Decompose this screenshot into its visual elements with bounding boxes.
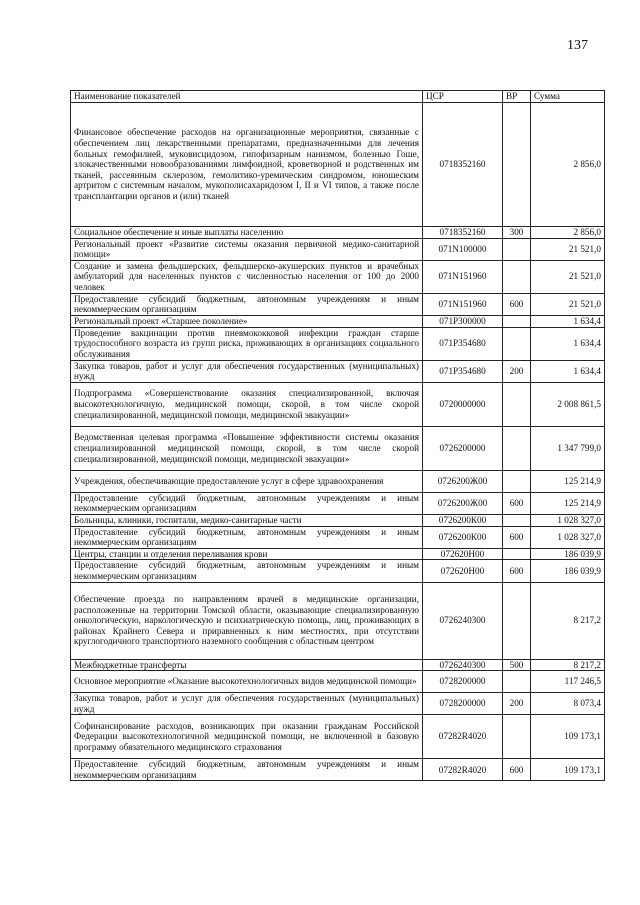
table-row — [71, 293, 605, 315]
row-sum-cell: 1 634,4 — [531, 315, 605, 327]
row-name-cell: Ведомственная целевая программа «Повышение эффективности системы оказания специализированной медицинской помощи, скорой, в том числе скорой специализированной, медицинской помощи, медицинской эвакуации» — [71, 426, 423, 470]
row-vr-cell: 600 — [503, 492, 531, 514]
row-name-cell: Предоставление субсидий бюджетным, автономным учреждениям и иным некоммерческим организациям — [71, 526, 423, 548]
table-row — [71, 260, 605, 293]
row-sum-cell: 117 246,5 — [531, 671, 605, 693]
row-csr-cell: 071N100000 — [423, 238, 503, 260]
row-name-cell: Предоставление субсидий бюджетным, автономным учреждениям и иным некоммерческим организациям — [71, 560, 423, 582]
row-sum-cell: 2 856,0 — [531, 103, 605, 227]
row-csr-cell: 0728200000 — [423, 671, 503, 693]
row-vr-cell: 300 — [503, 227, 531, 239]
table-header-row — [71, 91, 605, 103]
row-csr-cell: 0720000000 — [423, 382, 503, 426]
row-csr-cell: 0728200000 — [423, 693, 503, 715]
row-sum-cell: 21 521,0 — [531, 260, 605, 293]
row-vr-cell: 600 — [503, 293, 531, 315]
row-sum-cell: 1 634,4 — [531, 327, 605, 360]
row-vr-cell — [503, 715, 531, 759]
row-name-cell: Основное мероприятие «Оказание высокотехнологичных видов медицинской помощи» — [71, 671, 423, 693]
row-vr-cell — [503, 238, 531, 260]
row-name-cell: Социальное обеспечение и иные выплаты населению — [71, 227, 423, 239]
row-sum-cell: 8 217,2 — [531, 582, 605, 659]
table-row — [71, 659, 605, 671]
row-vr-cell — [503, 327, 531, 360]
row-name-cell: Учреждения, обеспечивающие предоставление услуг в сфере здравоохранения — [71, 470, 423, 492]
row-csr-cell: 071P354680 — [423, 360, 503, 382]
table-row — [71, 426, 605, 470]
table-row — [71, 514, 605, 526]
header-name: Наименование показателей — [71, 91, 423, 103]
row-name-cell: Региональный проект «Развитие системы оказания первичной медико-санитарной помощи» — [71, 238, 423, 260]
row-sum-cell: 186 039,9 — [531, 560, 605, 582]
row-name-cell: Центры, станции и отделения переливания крови — [71, 548, 423, 560]
row-vr-cell — [503, 260, 531, 293]
table-row — [71, 671, 605, 693]
row-csr-cell: 071N151960 — [423, 260, 503, 293]
row-name-cell: Подпрограмма «Совершенствование оказания специализированной, включая высокотехнологичную, медицинской помощи, скорой, в том числе скорой специализированной, медицинской помощи, медицинской эвакуации» — [71, 382, 423, 426]
row-sum-cell: 1 347 799,0 — [531, 426, 605, 470]
row-vr-cell — [503, 514, 531, 526]
table-body — [71, 103, 605, 781]
table-row — [71, 327, 605, 360]
row-sum-cell: 1 634,4 — [531, 360, 605, 382]
row-csr-cell: 0718352160 — [423, 103, 503, 227]
row-vr-cell — [503, 103, 531, 227]
row-vr-cell: 500 — [503, 659, 531, 671]
row-csr-cell: 0726200000 — [423, 426, 503, 470]
row-csr-cell: 07282R4020 — [423, 759, 503, 781]
row-name-cell: Предоставление субсидий бюджетным, автономным учреждениям и иным некоммерческим организациям — [71, 293, 423, 315]
row-vr-cell: 200 — [503, 360, 531, 382]
row-csr-cell: 0726200Ж00 — [423, 470, 503, 492]
row-sum-cell: 21 521,0 — [531, 238, 605, 260]
row-sum-cell: 1 028 327,0 — [531, 514, 605, 526]
table-row — [71, 492, 605, 514]
row-vr-cell — [503, 470, 531, 492]
table-row — [71, 470, 605, 492]
row-csr-cell: 0726240300 — [423, 659, 503, 671]
row-name-cell: Региональный проект «Старшее поколение» — [71, 315, 423, 327]
row-sum-cell: 8 217,2 — [531, 659, 605, 671]
table-row — [71, 582, 605, 659]
row-csr-cell: 07282R4020 — [423, 715, 503, 759]
header-csr: ЦСР — [423, 91, 503, 103]
row-name-cell: Предоставление субсидий бюджетным, автономным учреждениям и иным некоммерческим организациям — [71, 492, 423, 514]
table-row — [71, 238, 605, 260]
row-sum-cell: 109 173,1 — [531, 715, 605, 759]
row-csr-cell: 0726240300 — [423, 582, 503, 659]
row-name-cell: Закупка товаров, работ и услуг для обеспечения государственных (муниципальных) нужд — [71, 693, 423, 715]
row-vr-cell — [503, 315, 531, 327]
row-vr-cell — [503, 382, 531, 426]
table-row — [71, 103, 605, 227]
table-row — [71, 548, 605, 560]
page-number: 137 — [567, 38, 588, 53]
row-sum-cell: 186 039,9 — [531, 548, 605, 560]
row-name-cell: Закупка товаров, работ и услуг для обеспечения государственных (муниципальных) нужд — [71, 360, 423, 382]
row-vr-cell: 600 — [503, 560, 531, 582]
header-vr: ВР — [503, 91, 531, 103]
table-row — [71, 759, 605, 781]
row-name-cell: Предоставление субсидий бюджетным, автономным учреждениям и иным некоммерческим организациям — [71, 759, 423, 781]
row-csr-cell: 0726200К00 — [423, 514, 503, 526]
table-row — [71, 360, 605, 382]
table-row — [71, 382, 605, 426]
row-csr-cell: 0726200Ж00 — [423, 492, 503, 514]
row-csr-cell: 072620Н00 — [423, 548, 503, 560]
row-vr-cell — [503, 671, 531, 693]
row-sum-cell: 125 214,9 — [531, 470, 605, 492]
row-name-cell: Больницы, клиники, госпитали, медико-санитарные части — [71, 514, 423, 526]
row-sum-cell: 109 173,1 — [531, 759, 605, 781]
row-csr-cell: 072620Н00 — [423, 560, 503, 582]
row-vr-cell: 600 — [503, 759, 531, 781]
table-row — [71, 227, 605, 239]
row-name-cell: Финансовое обеспечение расходов на организационные мероприятия, связанные с обеспечением лиц лекарственными препаратами, предназначенными для лечения больных гемофилией, муковисцидозом, гипофизарным нанизмом, болезнью Гоше, злокачественными новообразованиями лимфоидной, кроветворной и родственных им тканей, рассеянным склерозом, гемолитико-уремическим синдромом, юношеским артритом с системным началом, мукополисахаридозом I, II и VI типов, а также после трансплантации органов и (или) тканей — [71, 103, 423, 227]
budget-table — [70, 90, 605, 781]
row-sum-cell: 125 214,9 — [531, 492, 605, 514]
row-sum-cell: 2 008 861,5 — [531, 382, 605, 426]
row-csr-cell: 071P354680 — [423, 327, 503, 360]
row-csr-cell: 0726200К00 — [423, 526, 503, 548]
table-row — [71, 693, 605, 715]
row-sum-cell: 8 073,4 — [531, 693, 605, 715]
row-vr-cell — [503, 426, 531, 470]
table-row — [71, 560, 605, 582]
row-name-cell: Создание и замена фельдшерских, фельдшерско-акушерских пунктов и врачебных амбулаторий для населенных пунктов с численностью населения от 100 до 2000 человек — [71, 260, 423, 293]
table-row — [71, 715, 605, 759]
row-csr-cell: 0718352160 — [423, 227, 503, 239]
row-vr-cell — [503, 582, 531, 659]
row-name-cell: Обеспечение проезда по направлениям врачей в медицинские организации, расположенные на территории Томской области, оказывающие специализированную онкологическую, наркологическую и психиатрическую помощь, лиц, проживающих в районах Крайнего Севера и приравненных к ним местностях, при отсутствии круглогодичного транспортного наземного сообщения с областным центром — [71, 582, 423, 659]
header-sum: Сумма — [531, 91, 605, 103]
row-sum-cell: 2 856,0 — [531, 227, 605, 239]
row-vr-cell — [503, 548, 531, 560]
row-csr-cell: 071N151960 — [423, 293, 503, 315]
table-row — [71, 526, 605, 548]
row-csr-cell: 071P300000 — [423, 315, 503, 327]
table-row — [71, 315, 605, 327]
row-vr-cell: 200 — [503, 693, 531, 715]
row-sum-cell: 1 028 327,0 — [531, 526, 605, 548]
row-sum-cell: 21 521,0 — [531, 293, 605, 315]
row-name-cell: Проведение вакцинации против пневмококковой инфекции граждан старше трудоспособного возраста из групп риска, проживающих в организациях социального обслуживания — [71, 327, 423, 360]
row-name-cell: Межбюджетные трансферты — [71, 659, 423, 671]
row-vr-cell: 600 — [503, 526, 531, 548]
row-name-cell: Софинансирование расходов, возникающих при оказании гражданам Российской Федерации высокотехнологичной медицинской помощи, не включенной в базовую программу обязательного медицинского страхования — [71, 715, 423, 759]
